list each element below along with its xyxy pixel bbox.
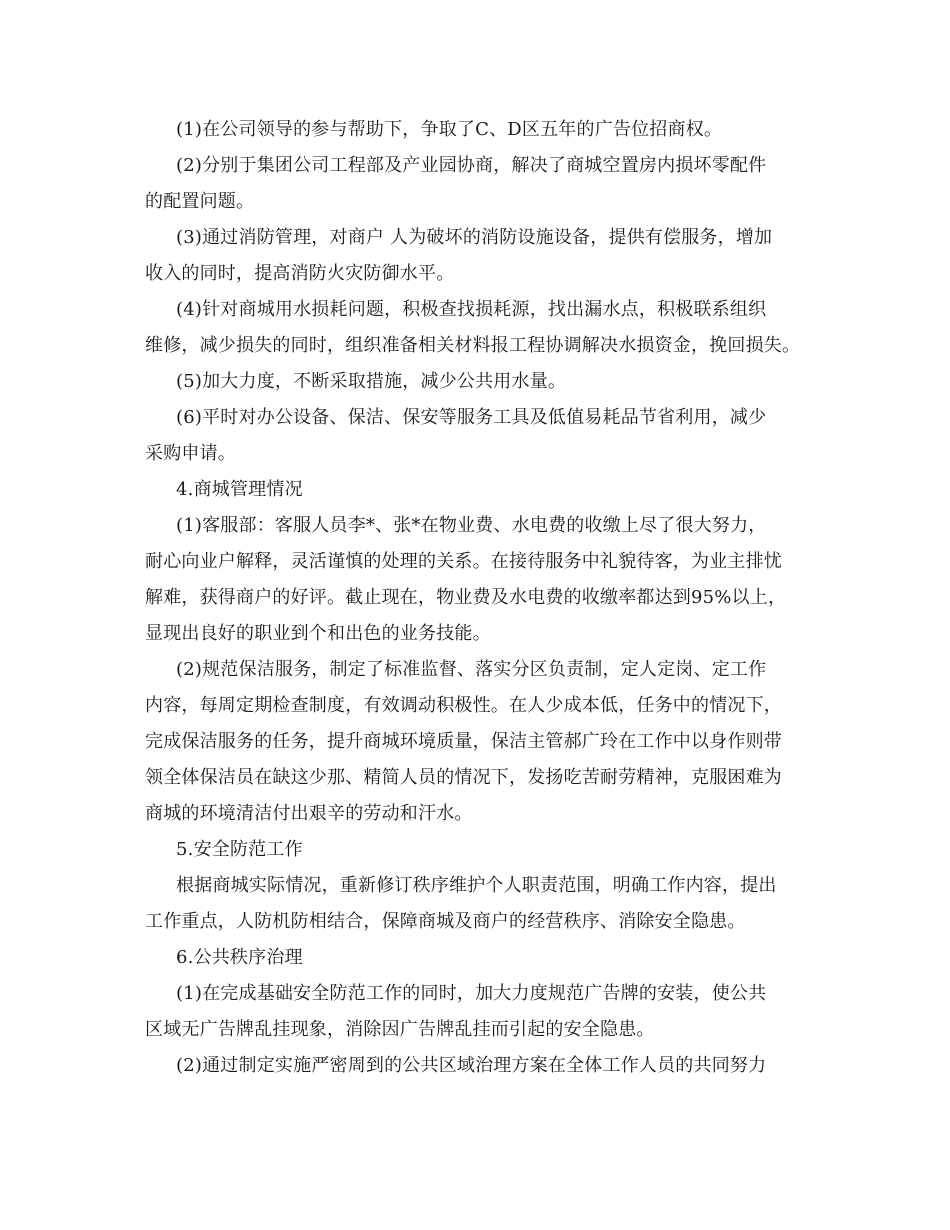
paragraph-line: (1)在公司领导的参与帮助下，争取了C、D区五年的广告位招商权。 bbox=[176, 119, 723, 140]
paragraph-line: 领全体保洁员在缺这少那、精简人员的情况下，发扬吃苦耐劳精神，克服困难为 bbox=[145, 767, 782, 788]
paragraph-line: 根据商城实际情况，重新修订秩序维护个人职责范围，明确工作内容，提出 bbox=[176, 875, 777, 896]
paragraph-line: (6)平时对办公设备、保洁、保安等服务工具及低值易耗品节省利用，减少 bbox=[176, 407, 767, 428]
paragraph-line: (2)通过制定实施严密周到的公共区域治理方案在全体工作人员的共同努力 bbox=[176, 1055, 767, 1076]
paragraph-line: (1)在完成基础安全防范工作的同时，加大力度规范广告牌的安装，使公共 bbox=[176, 983, 767, 1004]
paragraph-line: 工作重点，人防机防相结合，保障商城及商户的经营秩序、消除安全隐患。 bbox=[145, 911, 746, 932]
section-heading: 4.商城管理情况 bbox=[176, 479, 303, 500]
paragraph-line: (4)针对商城用水损耗问题，积极查找损耗源，找出漏水点，积极联系组织 bbox=[176, 299, 767, 320]
paragraph-line: (3)通过消防管理，对商户 人为破坏的消防设施设备，提供有偿服务，增加 bbox=[176, 227, 773, 248]
paragraph-line: 耐心向业户解释，灵活谨慎的处理的关系。在接待服务中礼貌待客，为业主排忧 bbox=[145, 551, 782, 572]
paragraph-line: (2)分别于集团公司工程部及产业园协商，解决了商城空置房内损坏零配件 bbox=[176, 155, 767, 176]
paragraph-line: 商城的环境清洁付出艰辛的劳动和汗水。 bbox=[145, 803, 473, 824]
paragraph-line: 完成保洁服务的任务，提升商城环境质量，保洁主管郝广玲在工作中以身作则带 bbox=[145, 731, 782, 752]
paragraph-line: 内容，每周定期检查制度，有效调动积极性。在人少成本低，任务中的情况下， bbox=[145, 695, 782, 716]
paragraph-line: 显现出良好的职业到个和出色的业务技能。 bbox=[145, 623, 491, 644]
section-heading: 5.安全防范工作 bbox=[176, 839, 303, 860]
paragraph-line: 维修，减少损失的同时，组织准备相关材料报工程协调解决水损资金，挽回损失。 bbox=[145, 335, 801, 356]
paragraph-line: 的配置问题。 bbox=[145, 191, 255, 212]
section-heading: 6.公共秩序治理 bbox=[176, 947, 303, 968]
paragraph-line: 解难，获得商户的好评。截止现在，物业费及水电费的收缴率都达到95%以上， bbox=[145, 587, 787, 608]
paragraph-line: (1)客服部：客服人员李*、张*在物业费、水电费的收缴上尽了很大努力， bbox=[176, 515, 767, 536]
paragraph-line: (2)规范保洁服务，制定了标准监督、落实分区负责制，定人定岗、定工作 bbox=[176, 659, 767, 680]
paragraph-line: 收入的同时，提高消防火灾防御水平。 bbox=[145, 263, 455, 284]
paragraph-line: 区域无广告牌乱挂现象，消除因广告牌乱挂而引起的安全隐患。 bbox=[145, 1019, 655, 1040]
paragraph-line: (5)加大力度，不断采取措施，减少公共用水量。 bbox=[176, 371, 567, 392]
paragraph-line: 采购申请。 bbox=[145, 443, 236, 464]
